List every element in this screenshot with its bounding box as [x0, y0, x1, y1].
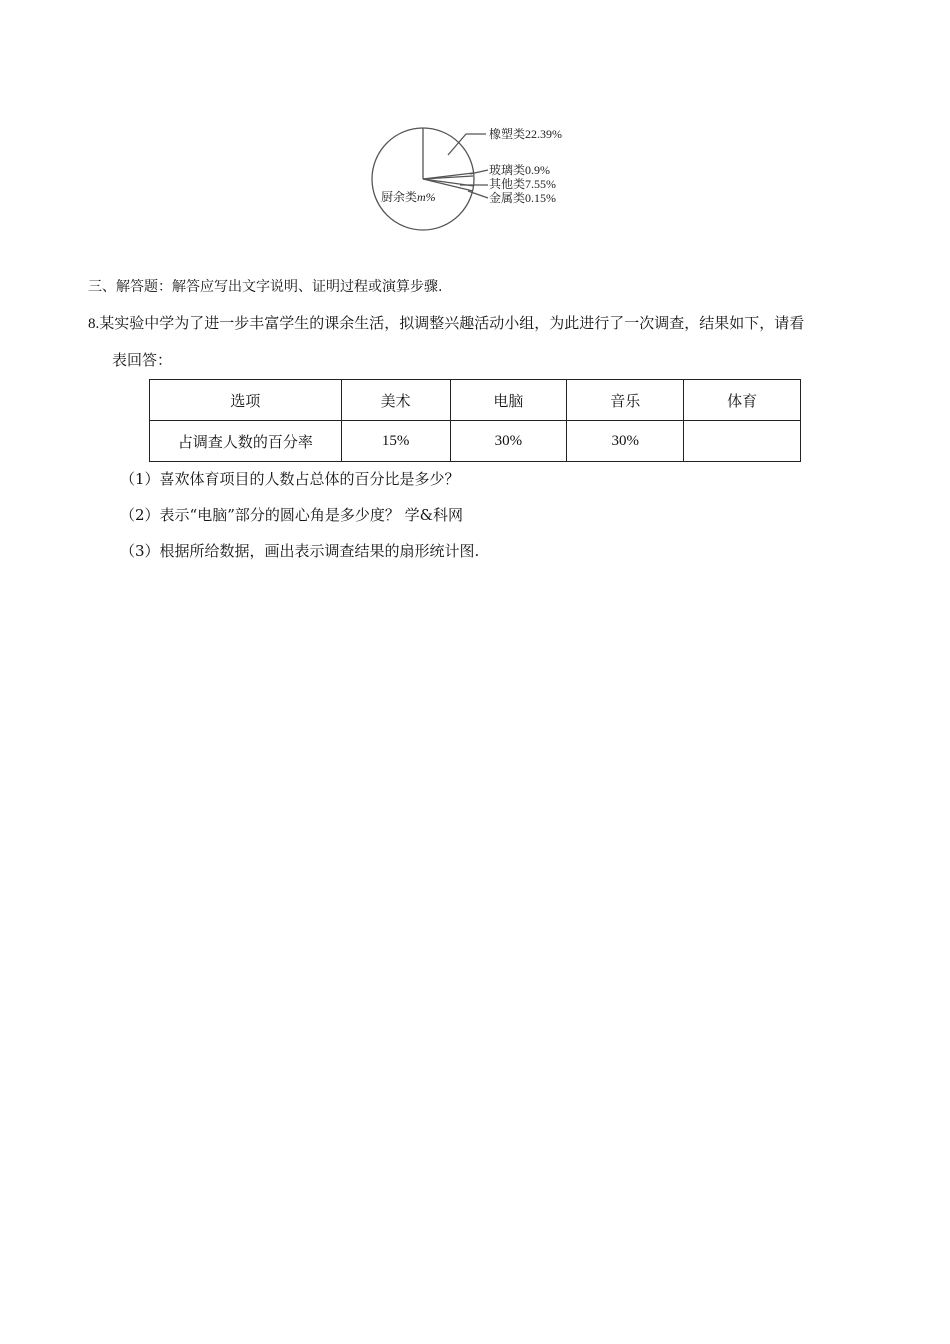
table-cell: 15%	[341, 421, 450, 462]
question-1: （1）喜欢体育项目的人数占总体的百分比是多少？	[120, 470, 460, 488]
table-cell: 音乐	[567, 380, 684, 421]
pie-label-plastic: 橡塑类	[489, 127, 526, 141]
pie-value-metal: 0.15%	[525, 191, 556, 205]
pie-label-glass: 玻璃类	[489, 163, 526, 177]
table-cell: 选项	[150, 380, 342, 421]
table-cell: 美术	[341, 380, 450, 421]
problem-text-line1: 某实验中学为了进一步丰富学生的课余生活，拟调整兴趣活动小组，为此进行了一次调查，结果如下，请看	[99, 314, 805, 332]
pie-value-plastic: 22.39%	[525, 127, 562, 141]
leader-plastic	[448, 134, 466, 155]
table-cell: 30%	[567, 421, 684, 462]
table-cell-empty	[684, 421, 801, 462]
problem-text-line2: 表回答：	[112, 351, 173, 369]
table-cell: 占调查人数的百分率	[150, 421, 342, 462]
problem-statement	[88, 312, 804, 333]
pie-value-kitchen: m%	[417, 190, 436, 204]
table-row	[150, 421, 801, 462]
section-heading: 三、解答题：解答应写出文字说明、证明过程或演算步骤.	[88, 279, 443, 295]
question-2: （2）表示“电脑”部分的圆心角是多少度？ 学&科网	[120, 506, 464, 524]
pie-label-metal: 金属类	[489, 191, 526, 205]
question-3: （3）根据所给数据，画出表示调查结果的扇形统计图.	[120, 542, 480, 560]
pie-label-other: 其他类	[489, 177, 526, 191]
table-cell: 电脑	[450, 380, 567, 421]
table-cell: 30%	[450, 421, 567, 462]
survey-table	[149, 379, 801, 462]
pie-value-glass: 0.9%	[525, 163, 550, 177]
problem-number: 8.	[88, 316, 100, 332]
pie-label-kitchen: 厨余类	[381, 190, 418, 204]
pie-value-other: 7.55%	[525, 177, 556, 191]
garbage-pie-chart	[360, 112, 580, 237]
table-header-row	[150, 380, 801, 421]
table-cell: 体育	[684, 380, 801, 421]
